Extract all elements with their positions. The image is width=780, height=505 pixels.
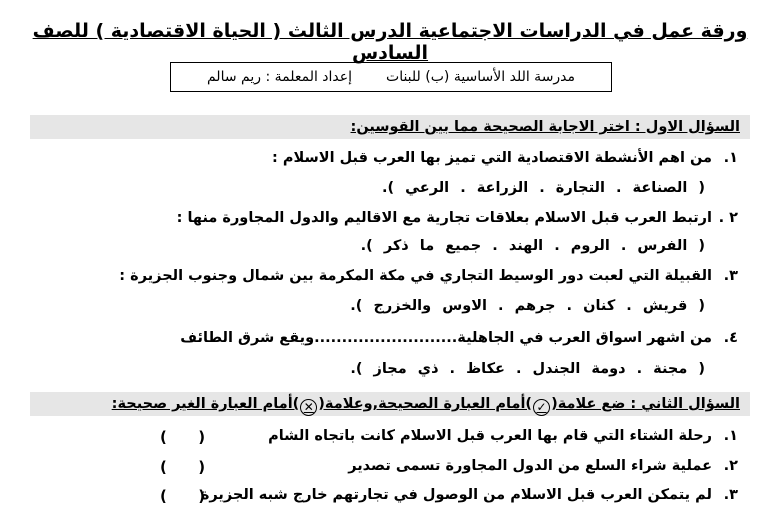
q1-item-2-text: ارتبط العرب قبل الاسلام بعلاقات تجارية مع الاقاليم والدول المجاورة منها :: [176, 210, 712, 226]
q1-item-3-text: القبيلة التي لعبت دور الوسيط التجاري في مكة المكرمة بين شمال وجنوب الجزيرة :: [119, 268, 712, 284]
q2-item-2: [348, 458, 738, 474]
q2-item-1: [268, 428, 738, 444]
q1-item-1-num: ١.: [723, 150, 738, 166]
q1-item-4-text: من اشهر اسواق العرب في الجاهلية..........................ويقع شرق الطائف: [180, 330, 712, 346]
teacher-name: إعداد المعلمة : ريم سالم: [206, 69, 353, 85]
q2-item-3-text: لم يتمكن العرب قبل الاسلام من الوصول في تجارتهم خارج شبه الجزيرة: [200, 487, 712, 503]
question2-heading: [30, 392, 750, 416]
q2-heading-part1: السؤال الثاني : ضع علامة(: [551, 396, 740, 412]
q2-item-2-text: عملية شراء السلع من الدول المجاورة تسمى تصدير: [348, 458, 712, 474]
q2-item-3-answer-box[interactable]: ( ): [160, 487, 206, 505]
q1-item-4: [180, 330, 738, 346]
q2-item-2-num: ٢.: [723, 458, 738, 474]
q2-item-3-num: ٣.: [723, 487, 738, 503]
cross-mark-icon: ✕: [300, 399, 317, 416]
q1-item-3-num: ٣.: [723, 268, 738, 284]
q2-item-1-answer-box[interactable]: ( ): [160, 428, 206, 446]
q2-heading-part3: )أمام العبارة الغير صحيحة:: [111, 396, 300, 412]
q1-item-2-num: ٢ .: [718, 210, 738, 226]
q1-item-4-choices: ( مجنة . دومة الجندل . عكاظ . ذي مجاز ).: [350, 361, 705, 377]
q2-item-1-text: رحلة الشتاء التي قام بها العرب قبل الاسلام كانت باتجاه الشام: [268, 428, 712, 444]
q2-heading-part2: )أمام العبارة الصحيحة,وعلامة(: [318, 396, 533, 412]
question1-heading: السؤال الاول : اختر الاجابة الصحيحة مما بين القوسين:: [30, 115, 750, 139]
header-info-box: [170, 62, 612, 92]
q1-item-2-choices: ( الفرس . الروم . الهند . جميع ما ذكر ).: [360, 238, 705, 254]
check-mark-icon: ✓: [533, 399, 550, 416]
q1-item-1-text: من اهم الأنشطة الاقتصادية التي تميز بها العرب قبل الاسلام :: [272, 150, 712, 166]
worksheet-title: ورقة عمل في الدراسات الاجتماعية الدرس الثالث ( الحياة الاقتصادية ) للصف السادس: [32, 20, 748, 64]
q1-item-1-choices: ( الصناعة . التجارة . الزراعة . الرعي ).: [381, 180, 705, 196]
q1-item-4-num: ٤.: [723, 330, 738, 346]
q2-item-1-num: ١.: [723, 428, 738, 444]
q1-item-3-choices: ( قريش . كنان . جرهم . الاوس والخزرج ).: [350, 298, 705, 314]
q1-item-3: [119, 268, 738, 284]
q2-item-2-answer-box[interactable]: ( ): [160, 458, 206, 476]
q1-item-2: [177, 210, 738, 226]
q2-item-3: [201, 487, 738, 503]
school-name: مدرسة اللد الأساسية (ب) للبنات: [386, 69, 576, 85]
q1-item-1: [272, 150, 738, 166]
